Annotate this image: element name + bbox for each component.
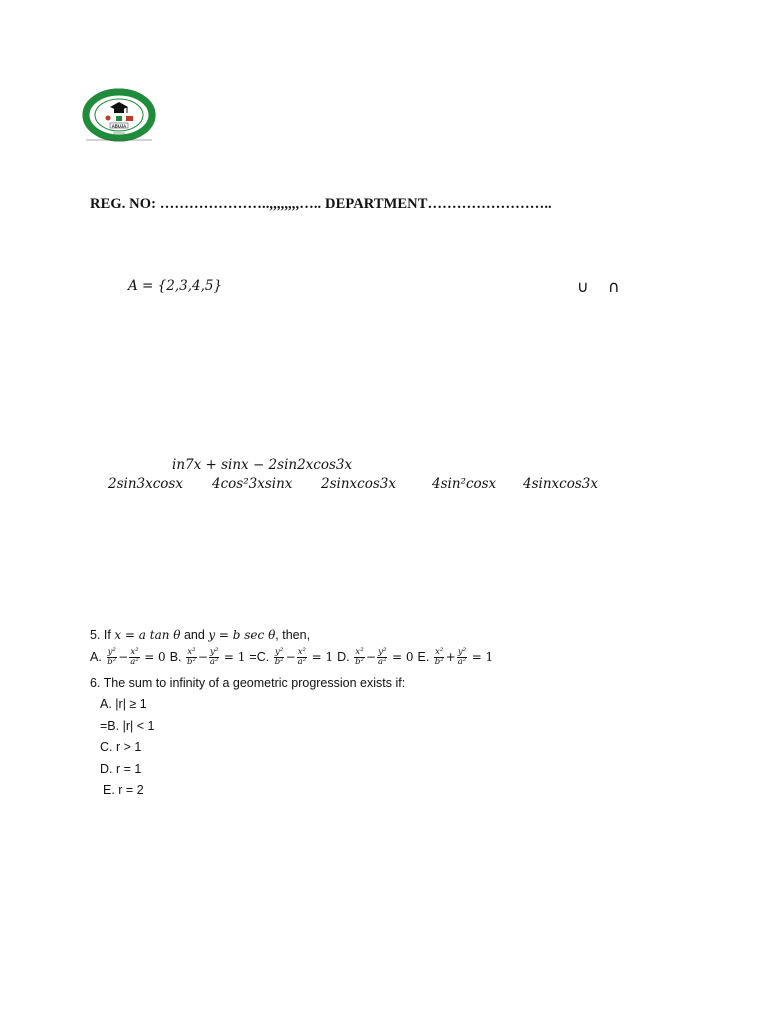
rhs: = 1 xyxy=(471,649,494,664)
trig-option: 2sinxcos3x xyxy=(321,476,396,492)
q6-option-b: =B. |r| < 1 xyxy=(100,719,155,733)
option-label: A. xyxy=(90,649,102,664)
q6-option-e: E. r = 2 xyxy=(103,783,144,797)
trig-option: 2sin3xcosx xyxy=(108,476,183,492)
option-label: B. xyxy=(169,649,182,664)
set-a-expression: A = {2,3,4,5} xyxy=(128,278,223,294)
fraction: $\frac{\text{x²}}{\text{a²}}$ xyxy=(297,647,307,667)
rhs: = 0 xyxy=(391,649,414,664)
q5-option-b xyxy=(170,648,246,667)
operator: + xyxy=(445,649,456,664)
trig-option: 4sinxcos3x xyxy=(523,476,598,492)
q5-text-pre: 5. If xyxy=(90,628,115,642)
school-crest-icon xyxy=(80,86,158,144)
intersection-symbol: ∩ xyxy=(608,277,620,296)
fraction: $\frac{\text{y²}}{\text{b²}}$ xyxy=(107,647,117,667)
fraction: $\frac{\text{y²}}{\text{a²}}$ xyxy=(457,647,467,667)
school-logo xyxy=(80,86,158,144)
operator: − xyxy=(285,649,296,664)
rhs: = 1 xyxy=(223,649,246,664)
union-symbol: ∪ xyxy=(577,277,589,296)
question-5-options xyxy=(90,648,493,667)
rhs: = 1 xyxy=(311,649,334,664)
operator: − xyxy=(118,649,129,664)
fraction: $\frac{\text{x²}}{\text{a²}}$ xyxy=(130,647,139,667)
logo-text: ABUJA xyxy=(111,123,127,129)
q5-text-post: , then, xyxy=(275,628,311,642)
operator: − xyxy=(365,649,377,664)
q5-option-a xyxy=(90,648,166,667)
fraction: $\frac{\text{x²}}{\text{b²}}$ xyxy=(434,647,444,667)
reg-department-line: REG. NO: …………………..,,,,,,,,….. DEPARTMENT…………………….. xyxy=(90,196,552,212)
rhs: = 0 xyxy=(144,649,166,664)
q6-option-a: A. |r| ≥ 1 xyxy=(100,697,147,711)
q5-x-equation: x = a tan θ xyxy=(114,628,181,642)
fraction: $\frac{\text{y²}}{\text{a²}}$ xyxy=(209,647,219,667)
q5-option-e xyxy=(418,648,494,667)
fraction: $\frac{\text{x²}}{\text{b²}}$ xyxy=(187,647,196,667)
trig-expression: in7x + sinx − 2sin2xcos3x xyxy=(172,457,353,473)
operator: − xyxy=(197,649,208,664)
fraction: $\frac{\text{y²}}{\text{b²}}$ xyxy=(274,647,284,667)
q5-option-c xyxy=(249,648,333,667)
q5-option-d xyxy=(337,648,413,667)
q5-and: and xyxy=(180,628,209,642)
fraction: $\frac{\text{y²}}{\text{a²}}$ xyxy=(378,647,387,667)
trig-option: 4cos²3xsinx xyxy=(212,476,293,492)
q6-option-d: D. r = 1 xyxy=(100,762,142,776)
option-label: D. xyxy=(337,649,350,664)
option-label: E. xyxy=(417,649,430,664)
trig-option: 4sin²cosx xyxy=(432,476,497,492)
question-5 xyxy=(90,628,310,642)
option-label: =C. xyxy=(249,649,270,664)
q6-option-c: C. r > 1 xyxy=(100,740,142,754)
fraction: $\frac{\text{x²}}{\text{b²}}$ xyxy=(355,647,364,667)
question-6: 6. The sum to infinity of a geometric progression exists if: xyxy=(90,676,406,690)
q5-y-equation: y = b sec θ xyxy=(208,628,276,642)
